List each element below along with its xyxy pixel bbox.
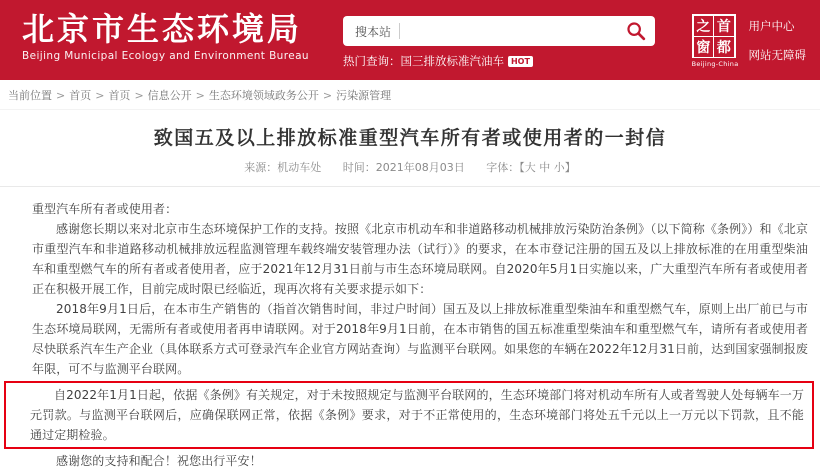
paragraph-1: 感谢您长期以来对北京市生态环境保护工作的支持。按照《北京市机动车和非道路移动机械排放污染防治条例》（以下简称《条例》）和《北京市重型汽车和非道路移动机械排放远程监测管理车载终端安装管理办法（试行）》的要求，在本市登记注册的国五及以上排放标准的在用重型柴油车和重型燃气车的所有者或者使用者，应于2021年12月31日前与市生态环境局联网。自2020年5月1日实施以来，广大重型汽车所有者或使用者正在积极开展工作，目前完成时限已经临近，现再次将有关要求提示如下： [32, 222, 808, 296]
logo-char: 窗 [694, 37, 714, 57]
breadcrumb-separator: > [322, 88, 333, 102]
breadcrumb-separator: > [134, 88, 144, 102]
breadcrumb [0, 80, 820, 110]
header-right [692, 14, 806, 68]
search-icon [625, 20, 647, 42]
breadcrumb-item[interactable]: 污染源管理 [336, 88, 392, 102]
breadcrumb-separator: > [56, 88, 66, 102]
highlight-box [4, 381, 814, 449]
salutation: 重型汽车所有者或使用者： [32, 202, 178, 216]
breadcrumb-separator: > [195, 88, 205, 102]
capital-window-logo[interactable] [692, 14, 739, 68]
article [0, 126, 820, 471]
site-brand[interactable] [22, 11, 309, 62]
accessibility-link[interactable]: 网站无障碍 [748, 48, 806, 62]
article-meta [0, 159, 820, 175]
hot-query-row [343, 53, 655, 69]
search-button[interactable] [625, 20, 647, 42]
page-title: 致国五及以上排放标准重型汽车所有者或使用者的一封信 [153, 127, 667, 149]
hot-query-label: 热门查询： [342, 54, 401, 68]
hot-query-link[interactable]: 国三排放标准汽油车 [400, 54, 504, 68]
breadcrumb-item[interactable]: 信息公开 [147, 88, 192, 102]
search-divider [399, 23, 400, 39]
site-header [0, 0, 820, 80]
logo-char: 首 [714, 16, 734, 36]
breadcrumb-items [52, 87, 391, 103]
article-body [0, 187, 820, 471]
closing-paragraph: 感谢您的支持和配合！祝您出行平安！ [56, 454, 262, 468]
logo-char: 之 [694, 16, 714, 36]
meta-source: 来源：机动车处 [244, 161, 322, 174]
header-links [749, 14, 807, 63]
meta-time: 时间：2021年08月03日 [342, 161, 465, 174]
logo-caption: Beijing-China [691, 60, 739, 68]
search-input[interactable] [408, 19, 625, 43]
logo-char: 都 [714, 37, 734, 57]
breadcrumb-item[interactable]: 首页 [69, 88, 92, 102]
highlight-paragraph: 自2022年1月1日起，依据《条例》有关规定，对于未按照规定与监测平台联网的，生态环境部门将对机动车所有人或者驾驶人处每辆车一万元罚款。与监测平台联网后，应确保联网正常，依据《条例》要求，对于不正常使用的，生态环境部门将处五千元以上一万元以下罚款，且不能通过定期检验。 [30, 388, 804, 442]
logo-grid [692, 14, 736, 58]
meta-font-size-switch[interactable]: 字体：【大 中 小】 [486, 161, 576, 174]
breadcrumb-separator: > [95, 88, 105, 102]
site-subtitle: Beijing Municipal Ecology and Environment Bureau [22, 50, 309, 62]
paragraph-2: 2018年9月1日后，在本市生产销售的（指首次销售时间，非过户时间）国五及以上排放标准重型柴油车和重型燃气车，原则上出厂前已与市生态环境局联网，无需所有者或使用者再申请联网。对于2018年9月1日前，在本市销售的国五标准重型柴油车和重型燃气车，请所有者或使用者尽快联系汽车生产企业（具体联系方式可登录汽车企业官方网站查询）与监测平台联网。如果您的车辆在2022年12月31日前，达到国家强制报废年限，可不与监测平台联网。 [32, 302, 808, 376]
hot-badge: HOT [508, 56, 533, 67]
breadcrumb-current-label: 当前位置 [8, 88, 52, 102]
user-center-link[interactable]: 用户中心 [748, 19, 795, 33]
search-area [343, 11, 655, 69]
breadcrumb-item[interactable]: 首页 [108, 88, 131, 102]
site-title: 北京市生态环境局 [22, 10, 303, 48]
search-scope-label: 搜本站 [354, 24, 391, 39]
search-box[interactable] [343, 16, 655, 46]
breadcrumb-item[interactable]: 生态环境领域政务公开 [208, 88, 319, 102]
